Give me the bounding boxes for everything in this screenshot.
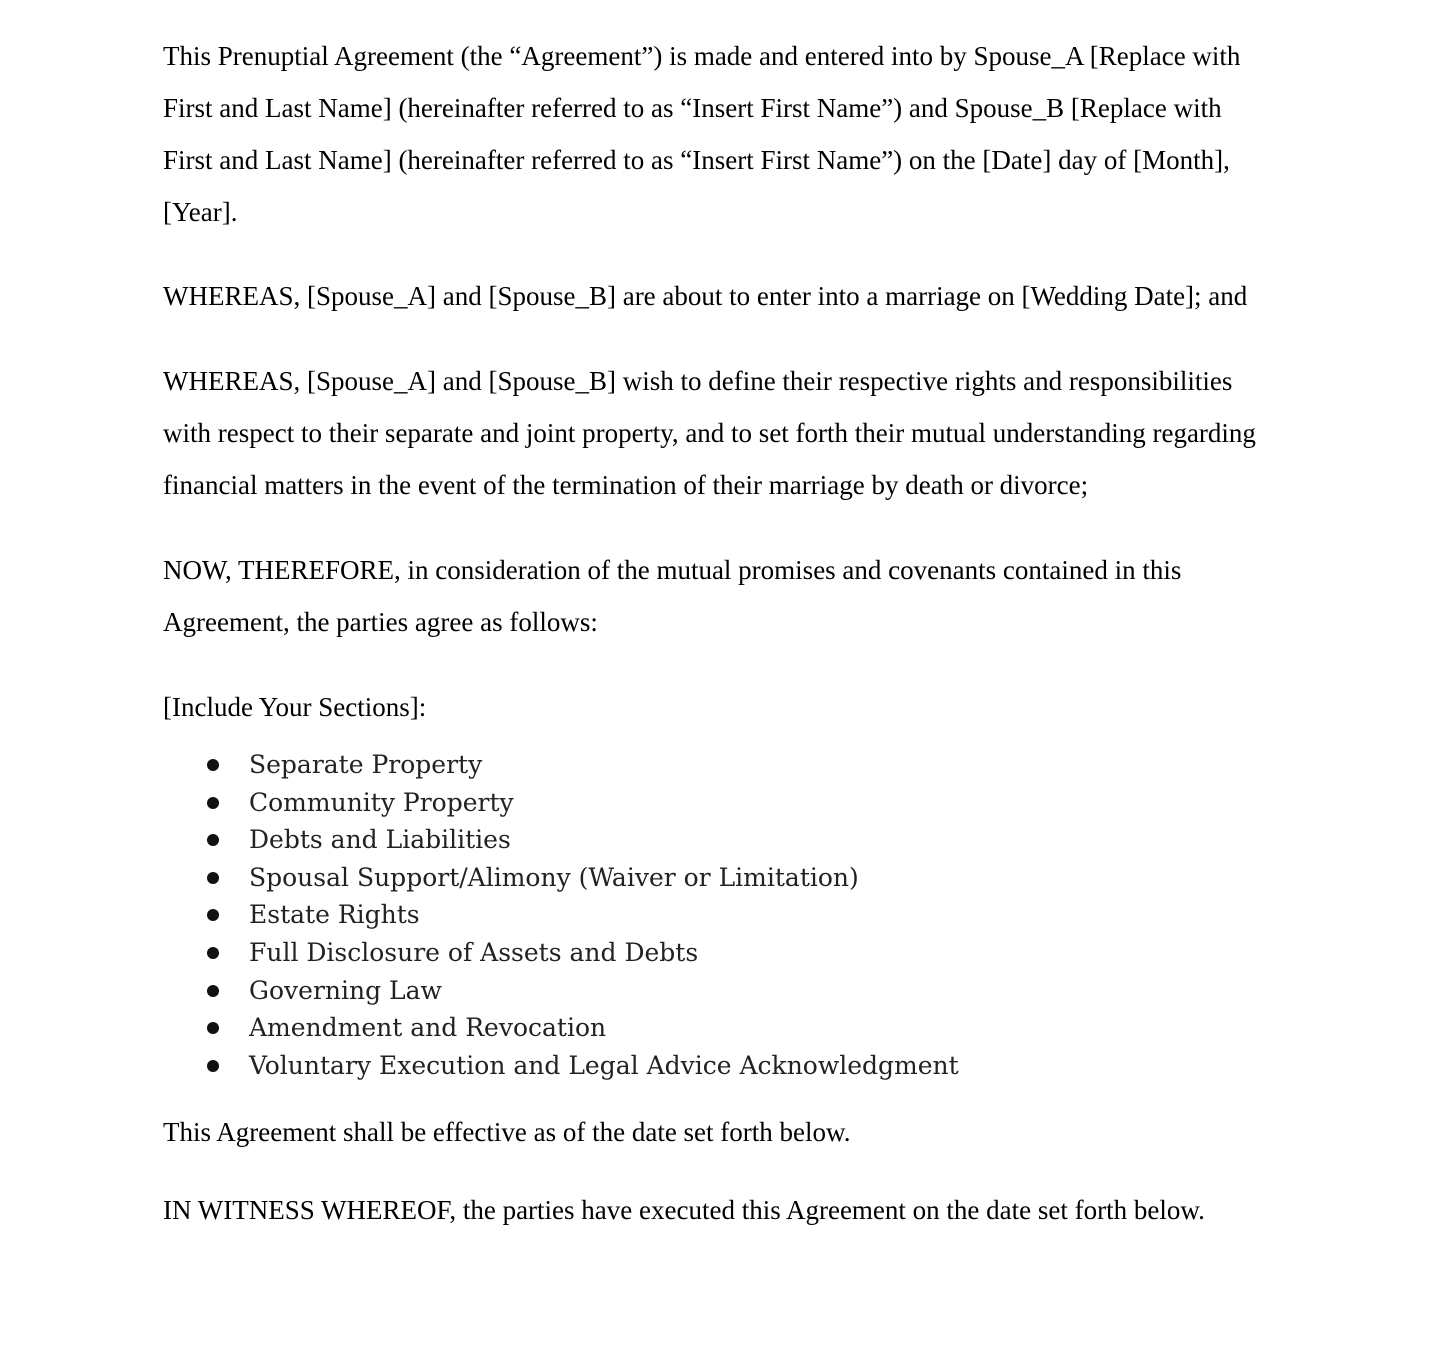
list-item-label: Amendment and Revocation [249, 1013, 607, 1043]
bullet-icon [207, 1060, 219, 1072]
list-item [163, 972, 1273, 1010]
bullet-icon [207, 909, 219, 921]
now-therefore-paragraph: NOW, THEREFORE, in consideration of the mutual promises and covenants contained in this Agreement, the parties agree as follows: [163, 555, 1182, 637]
sections-heading: [Include Your Sections]: [163, 692, 427, 722]
list-item-label: Governing Law [249, 975, 442, 1005]
sections-list [163, 746, 1273, 1084]
list-item [163, 746, 1273, 784]
list-item-label: Spousal Support/Alimony (Waiver or Limitation) [249, 862, 859, 892]
whereas-marriage-paragraph: WHEREAS, [Spouse_A] and [Spouse_B] are about to enter into a marriage on [Wedding Date]; and [163, 281, 1248, 311]
intro-paragraph: This Prenuptial Agreement (the “Agreement”) is made and entered into by Spouse_A [Replace with First and Last Name] (hereinafter referred to as “Insert First Name”) and Spouse_B [Replace with First and Last Name] (hereinafter referred to as “Insert First Name”) on the [Date] day of [Month], [Year]. [163, 41, 1241, 227]
list-item [163, 1009, 1273, 1047]
list-item [163, 1047, 1273, 1085]
list-item [163, 934, 1273, 972]
list-item-label: Voluntary Execution and Legal Advice Acknowledgment [249, 1050, 959, 1080]
bullet-icon [207, 985, 219, 997]
bullet-icon [207, 872, 219, 884]
bullet-icon [207, 797, 219, 809]
list-item-label: Separate Property [249, 750, 483, 779]
list-item-label: Estate Rights [249, 900, 420, 930]
bullet-icon [207, 759, 219, 771]
list-item [163, 896, 1273, 934]
list-item [163, 784, 1273, 822]
bullet-icon [207, 947, 219, 959]
list-item [163, 821, 1273, 859]
document-body [163, 30, 1273, 1236]
list-item-label: Full Disclosure of Assets and Debts [249, 937, 699, 967]
whereas-rights-paragraph: WHEREAS, [Spouse_A] and [Spouse_B] wish to define their respective rights and responsibilities with respect to their separate and joint property, and to set forth their mutual understanding regarding financial matters in the event of the termination of their marriage by death or divorce; [163, 366, 1256, 500]
list-item-label: Community Property [249, 787, 514, 817]
list-item-label: Debts and Liabilities [249, 825, 511, 855]
list-item [163, 859, 1273, 897]
bullet-icon [207, 1022, 219, 1034]
effective-date-paragraph: This Agreement shall be effective as of the date set forth below. [163, 1117, 851, 1148]
bullet-icon [207, 834, 219, 846]
witness-paragraph: IN WITNESS WHEREOF, the parties have executed this Agreement on the date set forth below. [163, 1195, 1205, 1226]
